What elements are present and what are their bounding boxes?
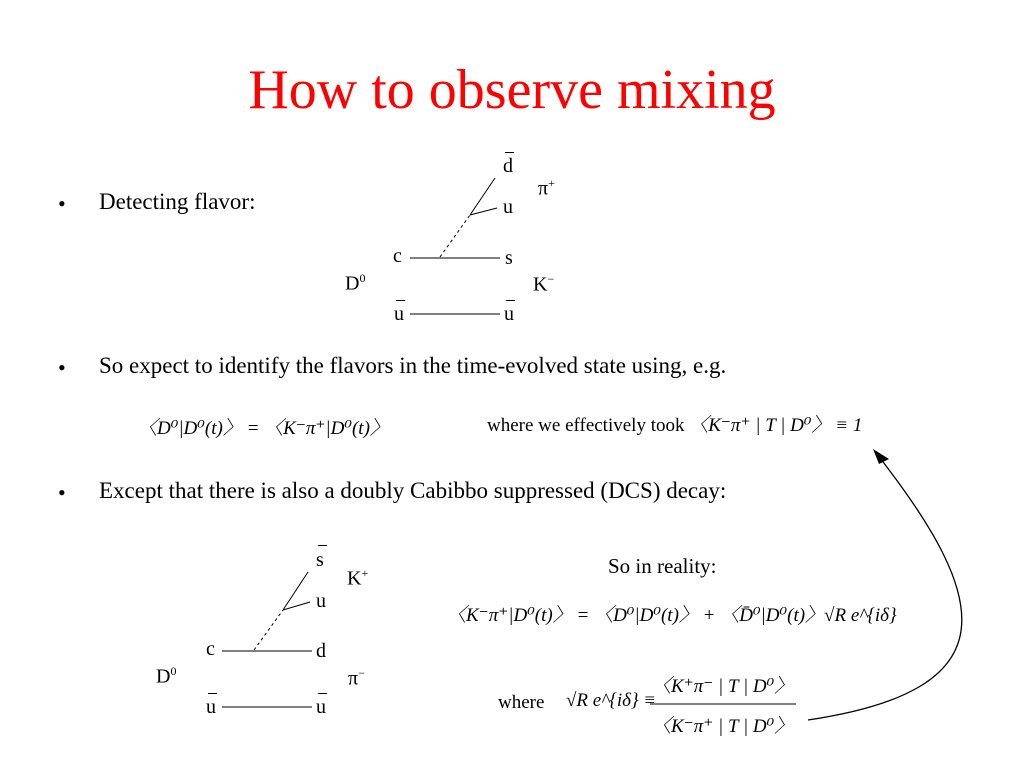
bullet-text-detecting: Detecting flavor: [99,189,256,214]
quark-u-bar-right-2: u [316,696,326,718]
quark-d-2: d [316,640,326,662]
arrow-head [873,449,889,464]
equation-ratio-numerator: 〈K⁺π⁻ | T | D⁰〉 [652,676,794,697]
quark-c: c [393,245,402,267]
slide-title: How to observe mixing [248,59,776,121]
quark-c-2: c [206,638,215,660]
reference-arrow [808,458,962,720]
kaon-plus-label: K+ [347,566,369,590]
antiquark-bar [318,545,327,546]
equation-flavor-overlap: 〈D⁰|D⁰(t)〉 = 〈K⁻π⁺|D⁰(t)〉 [138,418,389,439]
bullet-text-expect: So expect to identify the flavors in the time-evolved state using, e.g. [99,353,727,378]
quark-u-bar-left: u [394,303,404,325]
quark-line-s [283,572,308,610]
quark-s: s [505,247,513,269]
bullet-marker: • [58,480,66,505]
equation-ratio-denominator: 〈K⁻π⁺ | T | D⁰〉 [652,716,794,737]
equation-reality: 〈K⁻π⁺|D⁰(t)〉 = 〈D⁰|D⁰(t)〉 + 〈D̄⁰|D⁰(t)〉√R e^{iδ} [447,605,897,626]
where-label: where [498,692,545,713]
w-boson-line-2 [254,610,283,650]
reality-label: So in reality: [608,554,717,578]
pion-minus-label: π− [348,666,365,690]
pion-label: π+ [538,176,555,200]
quark-u-bar-left-2: u [206,696,216,718]
quark-d-bar: d [503,155,513,177]
antiquark-bar [396,300,405,301]
antiquark-bar [505,152,514,153]
w-boson-line [440,215,470,257]
antiquark-bar [506,300,515,301]
bullet-marker: • [58,191,66,216]
kaon-label: K− [533,272,555,296]
meson-d0-label: $D^0$ [345,271,366,295]
quark-u: u [503,196,513,218]
quark-u-2: u [316,590,326,612]
antiquark-bar [318,693,327,694]
quark-u-bar-right: u [504,303,514,325]
bullet-marker: • [58,355,66,380]
bullet-text-dcs: Except that there is also a doubly Cabibbo suppressed (DCS) decay: [99,478,727,503]
meson-d0-label-2: $D^0$ [156,664,177,688]
quark-s-bar: s [316,549,324,571]
antiquark-bar [208,693,217,694]
equation-ratio-lhs: √R e^{iδ} ≡ [566,690,657,711]
equation-note: where we effectively took 〈K⁻π⁺ | T | D⁰〉 ≡ 1 [487,415,863,436]
